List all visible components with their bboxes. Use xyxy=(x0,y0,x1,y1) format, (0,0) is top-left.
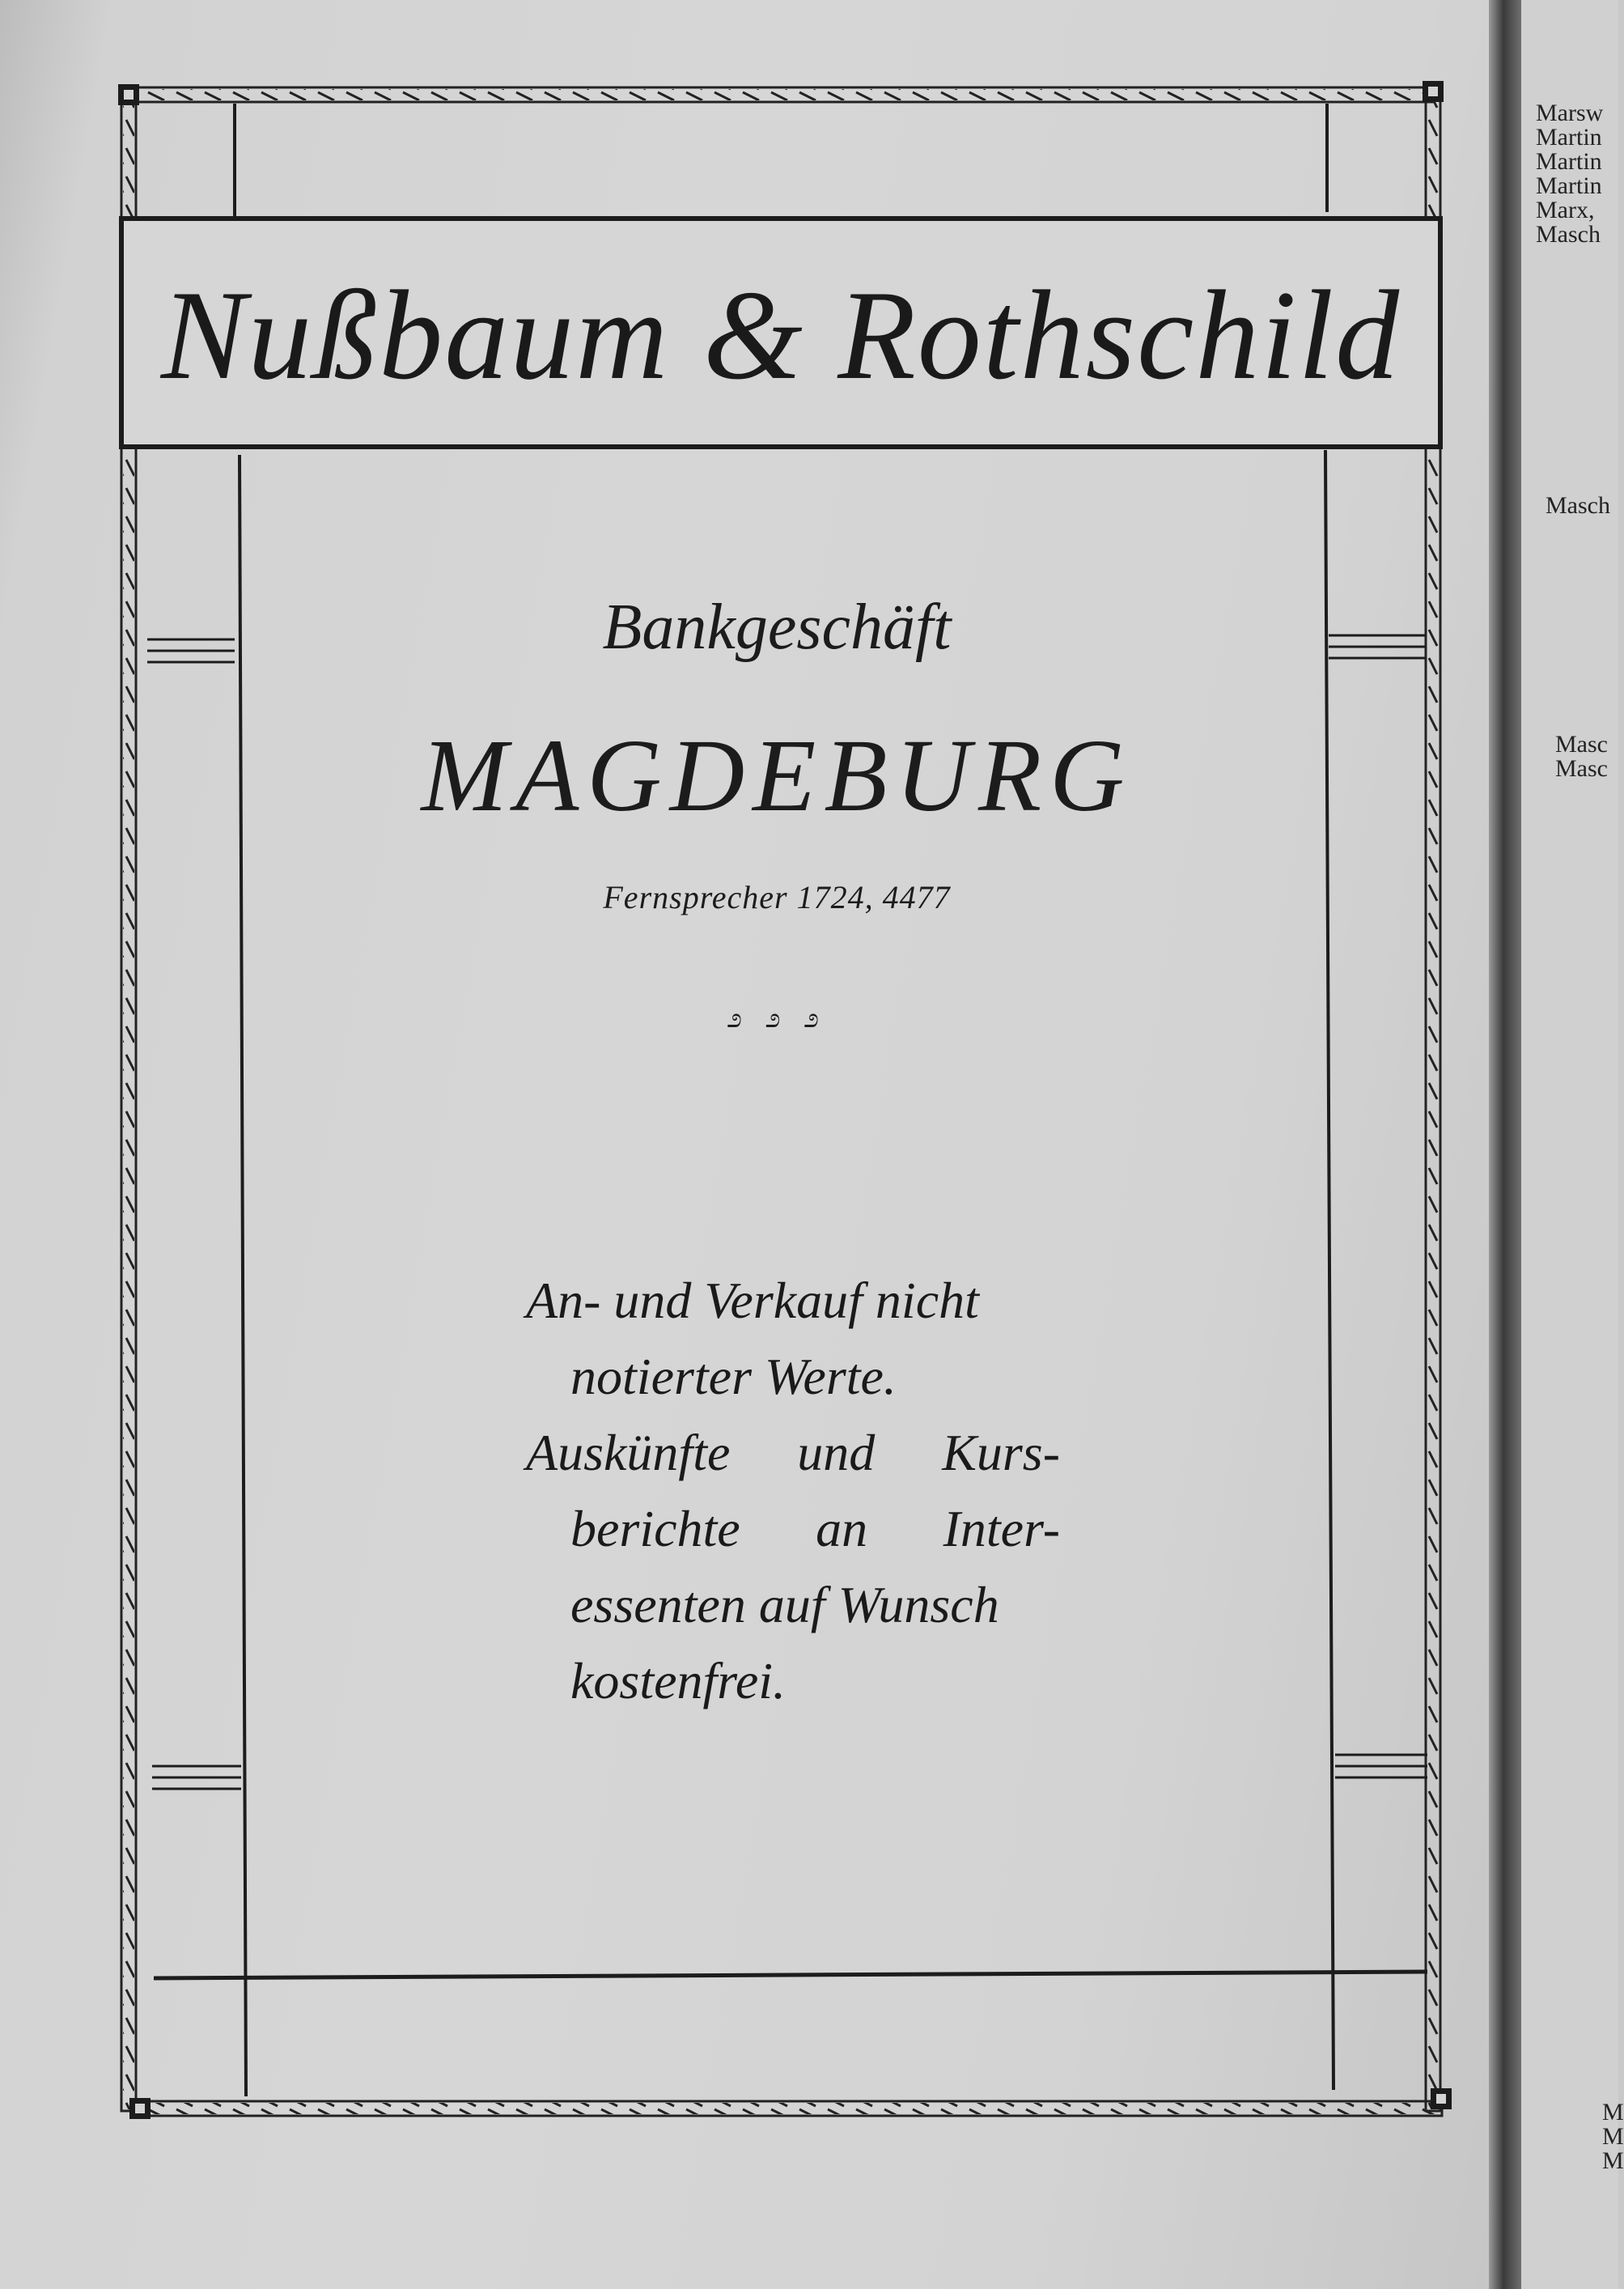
ornament-divider: ೨ ೨ ೨ xyxy=(726,1004,828,1034)
body-line: essenten auf Wunsch xyxy=(570,1576,999,1633)
body-line: berichte an Inter- xyxy=(570,1500,1060,1557)
adjacent-entry: Masc xyxy=(1555,755,1608,782)
adjacent-entry: Marsw xyxy=(1536,100,1604,126)
adjacent-entry: Martin xyxy=(1536,172,1602,199)
firm-name: Nußbaum & Rothschild xyxy=(160,265,1401,406)
adjacent-entry: M xyxy=(1602,2099,1624,2126)
adjacent-entry: Masc xyxy=(1555,731,1608,758)
adjacent-entry: Martin xyxy=(1536,148,1602,175)
body-line: notierter Werte. xyxy=(570,1348,897,1405)
adjacent-entry: Marx, xyxy=(1536,197,1595,223)
adjacent-entry: Masch xyxy=(1536,221,1601,248)
business-type: Bankgeschäft xyxy=(602,592,952,663)
advertisement-body xyxy=(526,1263,1060,1719)
body-line: kostenfrei. xyxy=(570,1652,786,1709)
body-line: Auskünfte und Kurs- xyxy=(526,1424,1060,1481)
adjacent-entry: Martin xyxy=(1536,124,1602,151)
bottom-rope-border xyxy=(138,2101,1442,2116)
top-rope-border xyxy=(128,87,1432,102)
bottom-inner-rule xyxy=(154,1972,1427,1978)
body-line: An- und Verkauf nicht xyxy=(526,1272,979,1329)
adjacent-entry: M xyxy=(1602,2123,1624,2150)
adjacent-entry: M xyxy=(1602,2147,1624,2174)
city-name: MAGDEBURG xyxy=(421,718,1133,833)
adjacent-entry: Masch xyxy=(1546,492,1610,519)
phone-numbers: Fernsprecher 1724, 4477 xyxy=(603,879,951,915)
